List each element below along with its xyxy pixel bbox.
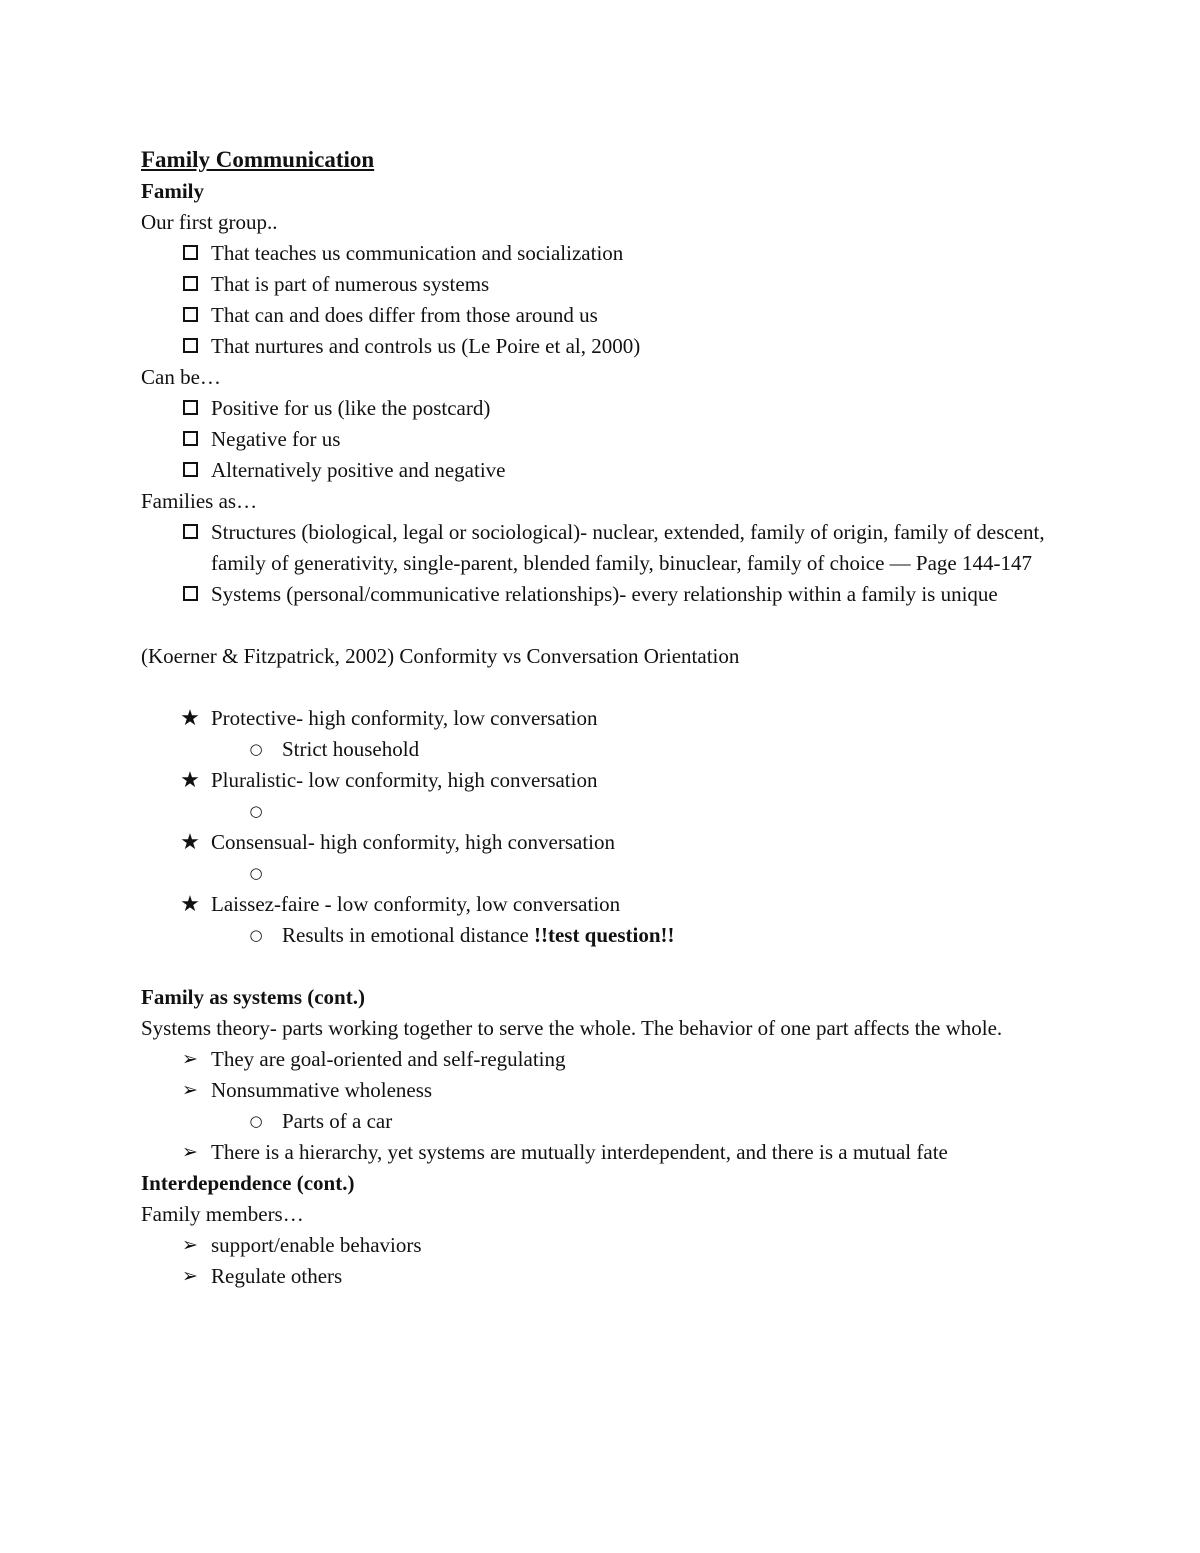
systems-list	[141, 1044, 1051, 1168]
list-item: Positive for us (like the postcard)	[141, 393, 1051, 424]
can-be-text: Can be…	[141, 365, 221, 389]
intro-text: Our first group..	[141, 210, 278, 234]
star-icon: ★	[180, 892, 200, 917]
list-item: ★ Consensual- high conformity, high conversation	[141, 827, 1051, 858]
orientation-list	[141, 703, 1051, 951]
checkbox-icon	[175, 517, 205, 548]
checkbox-icon	[175, 393, 205, 424]
list-item: Alternatively positive and negative	[141, 455, 1051, 486]
can-be-list	[141, 393, 1051, 486]
list-item: ○ Strict household	[141, 734, 1051, 765]
list-item: That teaches us communication and socialization	[141, 238, 1051, 269]
systems-theory-text: Systems theory- parts working together to serve the whole. The behavior of one part affects the whole.	[141, 1016, 1003, 1040]
family-members-text: Family members…	[141, 1202, 304, 1226]
list-item: Systems (personal/communicative relationships)- every relationship within a family is unique	[141, 579, 1051, 610]
list-item: That is part of numerous systems	[141, 269, 1051, 300]
list-item: ➢ support/enable behaviors	[141, 1230, 1051, 1261]
list-item: That nurtures and controls us (Le Poire et al, 2000)	[141, 331, 1051, 362]
section-heading-family: Family	[141, 179, 204, 203]
list-item: ○ Results in emotional distance !!test question!!	[141, 920, 1051, 951]
list-item: ★ Laissez-faire - low conformity, low conversation	[141, 889, 1051, 920]
circle-bullet-icon: ○	[249, 802, 263, 820]
checkbox-icon	[175, 300, 205, 331]
star-icon: ★	[180, 768, 200, 793]
families-as-list	[141, 517, 1051, 610]
list-item: ➢ There is a hierarchy, yet systems are mutually interdependent, and there is a mutual fate	[141, 1137, 1051, 1168]
family-list	[141, 238, 1051, 362]
arrow-bullet-icon: ➢	[182, 1265, 198, 1287]
checkbox-icon	[175, 331, 205, 362]
test-question-note: !!test question!!	[533, 923, 675, 947]
checkbox-icon	[175, 455, 205, 486]
list-item: ○ Parts of a car	[141, 1106, 1051, 1137]
checkbox-icon	[175, 238, 205, 269]
circle-bullet-icon: ○	[249, 926, 263, 944]
list-item: ★ Pluralistic- low conformity, high conversation	[141, 765, 1051, 796]
list-item	[141, 858, 1051, 889]
list-item	[141, 796, 1051, 827]
checkbox-icon	[175, 269, 205, 300]
circle-bullet-icon: ○	[249, 1112, 263, 1130]
koerner-citation: (Koerner & Fitzpatrick, 2002) Conformity vs Conversation Orientation	[141, 644, 740, 668]
list-item: ➢ Nonsummative wholeness	[141, 1075, 1051, 1106]
star-icon: ★	[180, 830, 200, 855]
list-item: ➢ They are goal-oriented and self-regulating	[141, 1044, 1051, 1075]
arrow-bullet-icon: ➢	[182, 1141, 198, 1163]
list-item: ★ Protective- high conformity, low conversation	[141, 703, 1051, 734]
star-icon: ★	[180, 706, 200, 731]
families-as-text: Families as…	[141, 489, 258, 513]
list-item: That can and does differ from those around us	[141, 300, 1051, 331]
interdependence-list	[141, 1230, 1051, 1292]
page-title: Family Communication	[141, 147, 375, 172]
section-heading-systems: Family as systems (cont.)	[141, 985, 365, 1009]
arrow-bullet-icon: ➢	[182, 1234, 198, 1256]
document-content	[141, 143, 1051, 1292]
list-item: Negative for us	[141, 424, 1051, 455]
circle-bullet-icon: ○	[249, 740, 263, 758]
list-item: ➢ Regulate others	[141, 1261, 1051, 1292]
arrow-bullet-icon: ➢	[182, 1079, 198, 1101]
section-heading-interdependence: Interdependence (cont.)	[141, 1171, 355, 1195]
checkbox-icon	[175, 424, 205, 455]
checkbox-icon	[175, 579, 205, 610]
circle-bullet-icon: ○	[249, 864, 263, 882]
arrow-bullet-icon: ➢	[182, 1048, 198, 1070]
list-item: Structures (biological, legal or sociological)- nuclear, extended, family of origin, family of descent, family of generativity, single-parent, blended family, binuclear, family of choice — Page 144-147	[141, 517, 1051, 579]
